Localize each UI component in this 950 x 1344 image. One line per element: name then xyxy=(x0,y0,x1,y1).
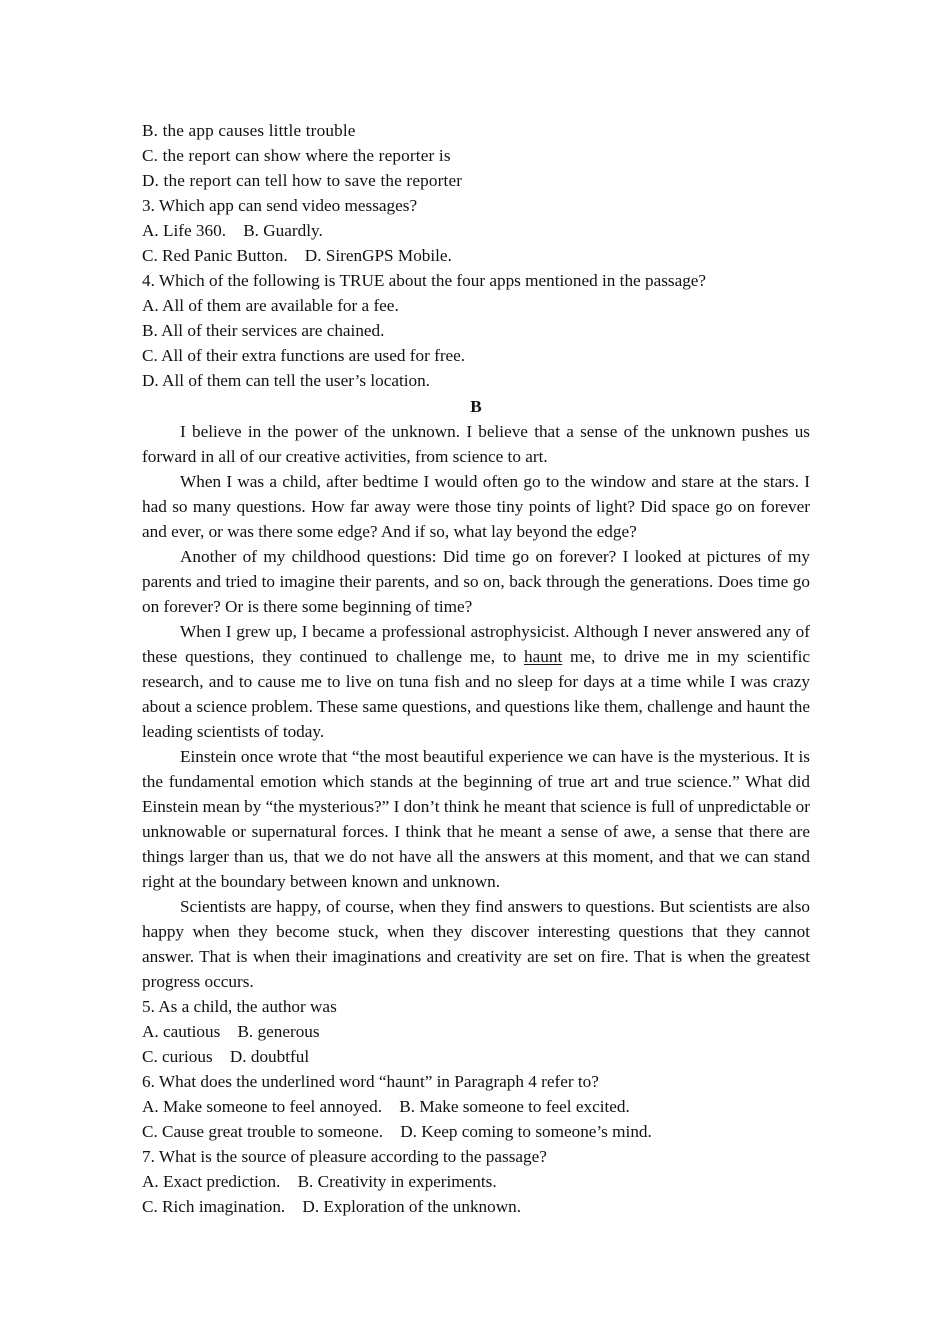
passage-paragraph-2: When I was a child, after bedtime I would often go to the window and stare at the stars. I had so many questions. How far away were those tiny points of light? Did space go on forever and ever, or was there some edge? And if so, what lay beyond the edge? xyxy=(142,472,810,541)
question-3-options-line-2: C. Red Panic Button. D. SirenGPS Mobile. xyxy=(142,246,452,265)
passage-paragraph-6: Scientists are happy, of course, when they find answers to questions. But scientists are also happy when they become stuck, when they discover interesting questions that they cannot answer. That is when their imaginations and creativity are set on fire. That is when the greatest progress occurs. xyxy=(142,897,810,991)
question-3-stem: 3. Which app can send video messages? xyxy=(142,196,418,215)
paragraph-4-text-after: me, to drive me in my scientific research, and to cause me to live on tuna fish and no sleep for days at a time while I was crazy about a science problem. These same questions, and questions like them, challenge and haunt the leading scientists of today. xyxy=(142,647,810,741)
question-4-option-b: B. All of their services are chained. xyxy=(142,321,385,340)
question-5-options-line-2: C. curious D. doubtful xyxy=(142,1047,310,1066)
question-5-stem: 5. As a child, the author was xyxy=(142,997,337,1016)
question-7-options-line-1: A. Exact prediction. B. Creativity in experiments. xyxy=(142,1172,497,1191)
question-4-option-d: D. All of them can tell the user’s location. xyxy=(142,371,430,390)
passage-paragraph-5: Einstein once wrote that “the most beautiful experience we can have is the mysterious. It is the fundamental emotion which stands at the beginning of true art and true science.” What did Einstein mean by “the mysterious?” I don’t think he meant that science is full of unpredictable or unknowable or supernatural forces. I think that he meant a sense of awe, a sense that there are things larger than us, that we do not have all the answers at this moment, and that we can stand right at the boundary between known and unknown. xyxy=(142,747,810,891)
question-6-options-line-1: A. Make someone to feel annoyed. B. Make someone to feel excited. xyxy=(142,1097,630,1116)
option-line: D. the report can tell how to save the reporter xyxy=(142,171,463,190)
question-4-option-c: C. All of their extra functions are used for free. xyxy=(142,346,466,365)
option-line: B. the app causes little trouble xyxy=(142,121,356,140)
question-6-options-line-2: C. Cause great trouble to someone. D. Keep coming to someone’s mind. xyxy=(142,1122,652,1141)
question-3-options-line-1: A. Life 360. B. Guardly. xyxy=(142,221,323,240)
question-4-stem: 4. Which of the following is TRUE about the four apps mentioned in the passage? xyxy=(142,271,707,290)
passage-paragraph-4 xyxy=(142,619,810,744)
document-content xyxy=(142,118,810,1219)
question-7-options-line-2: C. Rich imagination. D. Exploration of the unknown. xyxy=(142,1197,522,1216)
passage-paragraph-3: Another of my childhood questions: Did time go on forever? I looked at pictures of my parents and tried to imagine their parents, and so on, back through the generations. Does time go on forever? Or is there some beginning of time? xyxy=(142,547,810,616)
question-7-stem: 7. What is the source of pleasure according to the passage? xyxy=(142,1147,547,1166)
question-6-stem: 6. What does the underlined word “haunt” in Paragraph 4 refer to? xyxy=(142,1072,599,1091)
paragraph-4-text-before: When I grew up, I became a professional astrophysicist. Although I never answered any of these questions, they continued to challenge me, to xyxy=(142,622,810,666)
question-4-option-a: A. All of them are available for a fee. xyxy=(142,296,399,315)
question-5-options-line-1: A. cautious B. generous xyxy=(142,1022,320,1041)
passage-paragraph-1: I believe in the power of the unknown. I believe that a sense of the unknown pushes us forward in all of our creative activities, from science to art. xyxy=(142,422,810,466)
section-heading-b: B xyxy=(470,397,482,416)
underlined-word-haunt: haunt xyxy=(524,647,563,666)
option-line: C. the report can show where the reporter is xyxy=(142,146,451,165)
